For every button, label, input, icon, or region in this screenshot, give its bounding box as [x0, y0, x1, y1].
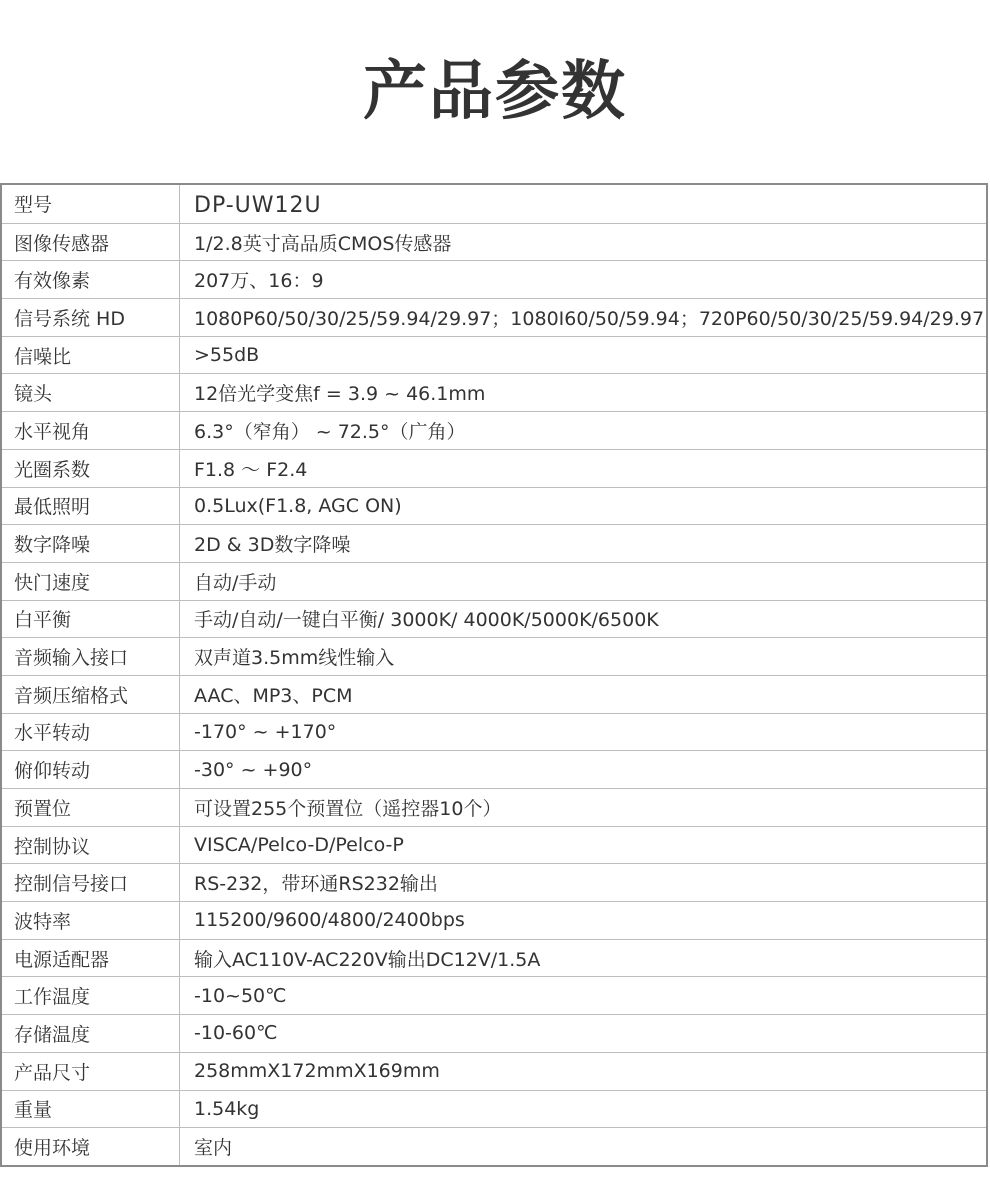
spec-label: 预置位 [2, 789, 180, 826]
spec-value: 双声道3.5mm线性输入 [194, 647, 395, 670]
spec-label: 电源适配器 [2, 940, 180, 977]
spec-value: 自动/手动 [194, 571, 277, 594]
spec-row-dimensions [2, 1052, 986, 1090]
spec-label: 型号 [2, 185, 180, 223]
spec-row-horizontal-fov [2, 411, 986, 449]
spec-value: -10-60℃ [194, 1022, 278, 1045]
spec-value: 1/2.8英寸高品质CMOS传感器 [194, 232, 452, 255]
spec-label: 水平转动 [2, 714, 180, 751]
spec-label: 存储温度 [2, 1015, 180, 1052]
spec-value: 可设置255个预置位（遥控器10个） [194, 797, 502, 820]
spec-value: 258mmX172mmX169mm [194, 1060, 440, 1083]
spec-row-weight [2, 1090, 986, 1128]
spec-value: 2D & 3D数字降噪 [194, 534, 351, 557]
spec-label: 快门速度 [2, 563, 180, 600]
spec-label: 使用环境 [2, 1128, 180, 1165]
spec-label: 白平衡 [2, 601, 180, 638]
spec-row-power-adapter [2, 939, 986, 977]
spec-label: 信噪比 [2, 337, 180, 374]
spec-row-aperture [2, 449, 986, 487]
spec-value: DP-UW12U [194, 193, 322, 219]
spec-row-signal-system [2, 298, 986, 336]
spec-label: 俯仰转动 [2, 751, 180, 788]
spec-value: 手动/自动/一键白平衡/ 3000K/ 4000K/5000K/6500K [194, 609, 659, 632]
spec-value: 207万、16：9 [194, 270, 324, 293]
spec-label: 图像传感器 [2, 224, 180, 261]
spec-label: 重量 [2, 1091, 180, 1128]
spec-value: -170° ~ +170° [194, 720, 337, 743]
spec-value: 1.54kg [194, 1097, 260, 1120]
spec-label: 光圈系数 [2, 450, 180, 487]
spec-row-environment [2, 1127, 986, 1165]
spec-label: 波特率 [2, 902, 180, 939]
spec-row-white-balance [2, 600, 986, 638]
spec-value: 输入AC110V-AC220V输出DC12V/1.5A [194, 948, 541, 971]
spec-row-model [2, 185, 986, 223]
page-title: 产品参数 [363, 55, 627, 129]
spec-value: 1080P60/50/30/25/59.94/29.97；1080I60/50/59.94；720P60/50/30/25/59.94/29.97 [194, 307, 985, 330]
spec-label: 音频压缩格式 [2, 676, 180, 713]
spec-row-lens [2, 373, 986, 411]
spec-row-image-sensor [2, 223, 986, 261]
spec-value: >55dB [194, 344, 260, 367]
spec-value: 0.5Lux(F1.8, AGC ON) [194, 494, 402, 517]
spec-label: 产品尺寸 [2, 1053, 180, 1090]
spec-table [0, 183, 988, 1167]
spec-row-noise-reduction [2, 524, 986, 562]
spec-value: RS-232，带环通RS232输出 [194, 873, 438, 896]
spec-row-min-illumination [2, 487, 986, 525]
spec-value: AAC、MP3、PCM [194, 684, 353, 707]
spec-row-baud-rate [2, 901, 986, 939]
spec-row-operating-temp [2, 976, 986, 1014]
spec-label: 水平视角 [2, 412, 180, 449]
spec-label: 控制协议 [2, 827, 180, 864]
spec-row-presets [2, 788, 986, 826]
spec-row-shutter-speed [2, 562, 986, 600]
spec-row-pan-range [2, 713, 986, 751]
spec-label: 音频输入接口 [2, 638, 180, 675]
spec-label: 镜头 [2, 374, 180, 411]
spec-label: 工作温度 [2, 977, 180, 1014]
spec-row-tilt-range [2, 750, 986, 788]
spec-value: VISCA/Pelco-D/Pelco-P [194, 834, 404, 857]
spec-value: 115200/9600/4800/2400bps [194, 909, 465, 932]
spec-value: 12倍光学变焦f = 3.9 ~ 46.1mm [194, 383, 486, 406]
spec-row-effective-pixels [2, 260, 986, 298]
spec-value: F1.8 ～ F2.4 [194, 458, 308, 481]
spec-value: -10~50℃ [194, 984, 287, 1007]
spec-label: 控制信号接口 [2, 864, 180, 901]
spec-row-control-interface [2, 863, 986, 901]
spec-label: 有效像素 [2, 261, 180, 298]
spec-row-audio-input [2, 637, 986, 675]
spec-value: 6.3°（窄角） ~ 72.5°（广角） [194, 420, 466, 443]
spec-row-control-protocol [2, 826, 986, 864]
spec-row-snr [2, 336, 986, 374]
spec-label: 最低照明 [2, 488, 180, 525]
spec-label: 数字降噪 [2, 525, 180, 562]
spec-value: 室内 [194, 1137, 233, 1160]
spec-label: 信号系统 HD [2, 299, 180, 336]
spec-row-storage-temp [2, 1014, 986, 1052]
spec-row-audio-compression [2, 675, 986, 713]
spec-value: -30° ~ +90° [194, 758, 313, 781]
